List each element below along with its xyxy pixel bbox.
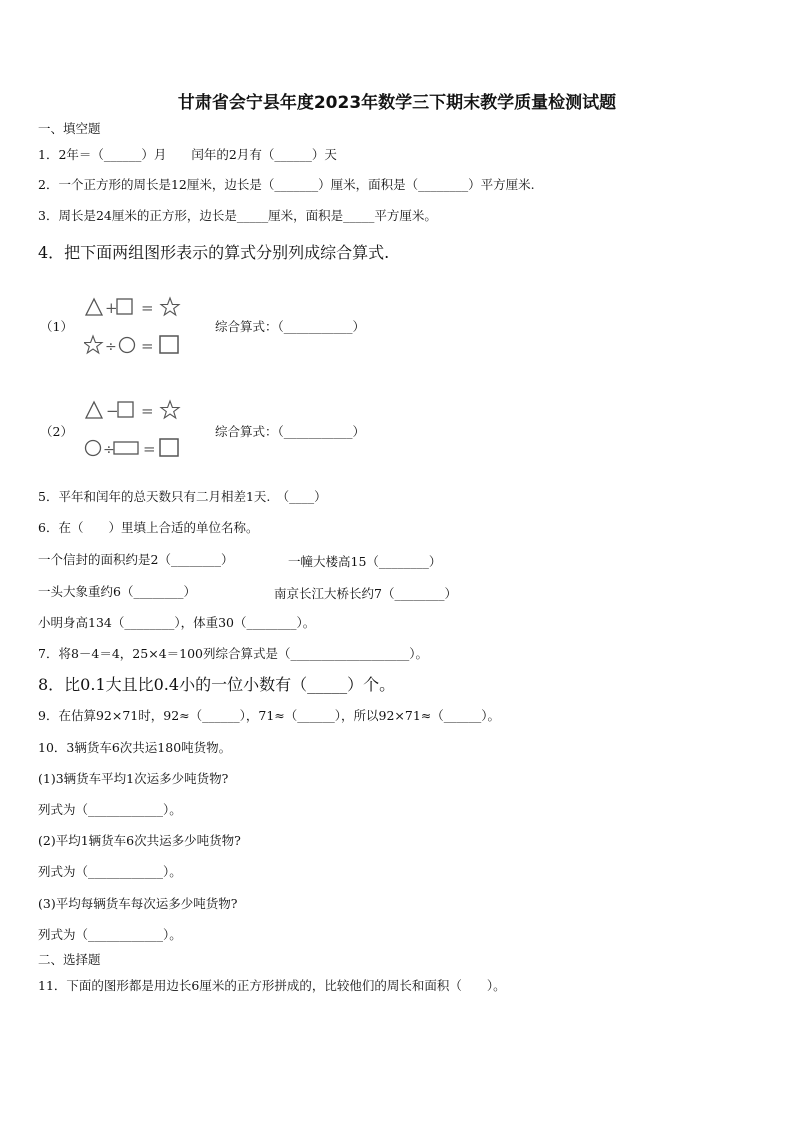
- question-10-part-2: (2)平均1辆货车6次共运多少吨货物?: [38, 833, 241, 848]
- question-6-item-envelope: 一个信封的面积约是2（________）: [38, 552, 234, 567]
- question-10-part-3: (3)平均每辆货车每次运多少吨货物?: [38, 896, 238, 911]
- page-title: 甘肃省会宁县年度2023年数学三下期末教学质量检测试题: [177, 93, 617, 113]
- star-icon: [161, 401, 179, 418]
- section-multiple-choice: 二、选择题: [38, 952, 101, 967]
- circle-icon: [120, 338, 135, 353]
- question-3: 3．周长是24厘米的正方形，边长是_____厘米，面积是_____平方厘米。: [38, 208, 437, 223]
- question-6-item-xiaoming: 小明身高134（________），体重30（________）。: [38, 615, 316, 630]
- svg-text:=: =: [143, 440, 156, 458]
- question-8: 8．比0.1大且比0.4小的一位小数有（_____）个。: [38, 675, 396, 694]
- question-6: 6．在（ ）里填上合适的单位名称。: [38, 520, 259, 535]
- group-2-label: （2）: [40, 424, 73, 439]
- question-9: 9．在估算92×71时，92≈（______），71≈（______），所以92×71≈（______）。: [38, 708, 501, 723]
- question-6-item-bridge: 南京长江大桥长约7（________）: [274, 586, 457, 601]
- svg-text:=: =: [141, 337, 154, 355]
- group-1-equation-1: [84, 296, 184, 318]
- group-2-answer: 综合算式：（___________）: [215, 424, 366, 439]
- question-6-item-building: 一幢大楼高15（________）: [288, 554, 442, 569]
- square-icon: [160, 439, 178, 456]
- question-10: 10．3辆货车6次共运180吨货物。: [38, 740, 232, 755]
- question-5: 5．平年和闰年的总天数只有二月相差1天. （____）: [38, 489, 327, 504]
- svg-text:=: =: [141, 402, 154, 420]
- group-1-label: （1）: [40, 319, 73, 334]
- group-2-equation-1: [84, 399, 184, 421]
- section-fill-blank: 一、填空题: [38, 121, 101, 136]
- question-4: 4．把下面两组图形表示的算式分别列成综合算式.: [38, 243, 390, 262]
- triangle-icon: [86, 402, 102, 418]
- circle-icon: [86, 441, 101, 456]
- star-icon: [84, 336, 102, 353]
- svg-text:−: −: [106, 402, 119, 420]
- svg-text:=: =: [141, 299, 154, 317]
- triangle-icon: [86, 299, 102, 315]
- question-10-part-1-answer: 列式为（____________）。: [38, 802, 182, 817]
- group-1-answer: 综合算式：（___________）: [215, 319, 366, 334]
- square-icon: [118, 402, 133, 417]
- question-10-part-3-answer: 列式为（____________）。: [38, 927, 182, 942]
- star-icon: [161, 298, 179, 315]
- rectangle-icon: [114, 442, 138, 454]
- question-10-part-1: (1)3辆货车平均1次运多少吨货物?: [38, 771, 229, 786]
- group-1-equation-2: [84, 334, 184, 356]
- question-6-item-elephant: 一头大象重约6（________）: [38, 584, 196, 599]
- question-11: 11．下面的图形都是用边长6厘米的正方形拼成的，比较他们的周长和面积（ ）。: [38, 978, 506, 993]
- svg-text:+: +: [105, 299, 118, 317]
- group-2-equation-2: [84, 437, 184, 459]
- question-1: 1．2年＝（______）月 闰年的2月有（______）天: [38, 147, 337, 162]
- square-icon: [117, 299, 132, 314]
- square-icon: [160, 336, 178, 353]
- question-7: 7．将8－4＝4，25×4＝100列综合算式是（___________________）。: [38, 646, 429, 661]
- svg-text:÷: ÷: [103, 442, 115, 458]
- question-10-part-2-answer: 列式为（____________）。: [38, 864, 182, 879]
- svg-text:÷: ÷: [105, 339, 117, 355]
- question-2: 2．一个正方形的周长是12厘米，边长是（_______）厘米，面积是（________）平方厘米.: [38, 177, 535, 192]
